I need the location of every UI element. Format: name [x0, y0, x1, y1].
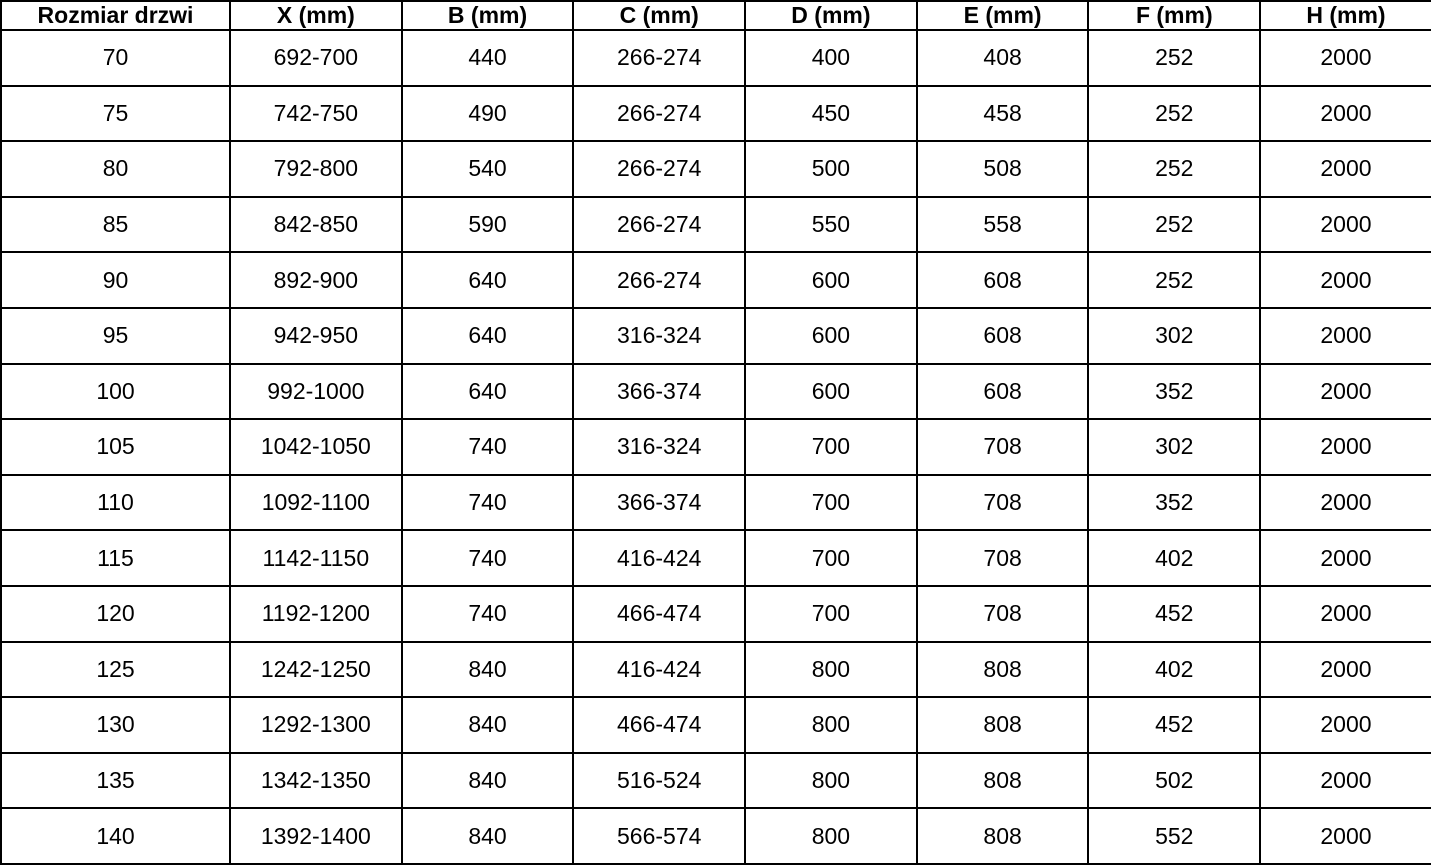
table-cell: 140: [1, 808, 230, 864]
table-cell: 266-274: [573, 30, 745, 86]
table-cell: 840: [402, 697, 574, 753]
table-cell: 2000: [1260, 141, 1431, 197]
table-cell: 466-474: [573, 586, 745, 642]
table-cell: 115: [1, 530, 230, 586]
table-cell: 502: [1088, 753, 1260, 809]
table-cell: 2000: [1260, 697, 1431, 753]
table-cell: 508: [917, 141, 1089, 197]
table-cell: 2000: [1260, 86, 1431, 142]
table-row: [1, 252, 1431, 308]
table-row: [1, 141, 1431, 197]
table-cell: 2000: [1260, 642, 1431, 698]
table-cell: 500: [745, 141, 917, 197]
table-cell: 640: [402, 308, 574, 364]
table-cell: 2000: [1260, 419, 1431, 475]
table-cell: 840: [402, 753, 574, 809]
table-cell: 458: [917, 86, 1089, 142]
table-row: [1, 697, 1431, 753]
table-header: [1, 1, 1431, 30]
table-cell: 402: [1088, 530, 1260, 586]
table-cell: 2000: [1260, 197, 1431, 253]
table-row: [1, 86, 1431, 142]
table-cell: 792-800: [230, 141, 402, 197]
table-cell: 840: [402, 808, 574, 864]
table-cell: 266-274: [573, 252, 745, 308]
table-cell: 416-424: [573, 642, 745, 698]
table-cell: 2000: [1260, 30, 1431, 86]
table-cell: 708: [917, 586, 1089, 642]
table-row: [1, 753, 1431, 809]
table-cell: 590: [402, 197, 574, 253]
table-row: [1, 308, 1431, 364]
table-cell: 2000: [1260, 753, 1431, 809]
table-cell: 566-574: [573, 808, 745, 864]
table-cell: 600: [745, 252, 917, 308]
table-cell: 600: [745, 364, 917, 420]
table-cell: 1242-1250: [230, 642, 402, 698]
table-cell: 558: [917, 197, 1089, 253]
table-cell: 95: [1, 308, 230, 364]
table-cell: 2000: [1260, 475, 1431, 531]
table-cell: 800: [745, 697, 917, 753]
table-cell: 800: [745, 642, 917, 698]
table-cell: 1342-1350: [230, 753, 402, 809]
table-cell: 450: [745, 86, 917, 142]
table-cell: 552: [1088, 808, 1260, 864]
table-cell: 452: [1088, 586, 1260, 642]
column-header: X (mm): [230, 1, 402, 30]
table-cell: 1392-1400: [230, 808, 402, 864]
table-cell: 408: [917, 30, 1089, 86]
column-header: C (mm): [573, 1, 745, 30]
table-cell: 840: [402, 642, 574, 698]
table-cell: 352: [1088, 364, 1260, 420]
table-cell: 252: [1088, 86, 1260, 142]
table-cell: 608: [917, 308, 1089, 364]
table-cell: 2000: [1260, 586, 1431, 642]
table-cell: 608: [917, 252, 1089, 308]
table-cell: 808: [917, 642, 1089, 698]
table-row: [1, 530, 1431, 586]
table-cell: 316-324: [573, 419, 745, 475]
table-cell: 416-424: [573, 530, 745, 586]
table-cell: 316-324: [573, 308, 745, 364]
table-cell: 70: [1, 30, 230, 86]
column-header: E (mm): [917, 1, 1089, 30]
table-cell: 842-850: [230, 197, 402, 253]
table-cell: 516-524: [573, 753, 745, 809]
table-row: [1, 642, 1431, 698]
table-row: [1, 475, 1431, 531]
table-cell: 302: [1088, 308, 1260, 364]
table-cell: 700: [745, 530, 917, 586]
table-cell: 1292-1300: [230, 697, 402, 753]
column-header: Rozmiar drzwi: [1, 1, 230, 30]
table-cell: 700: [745, 419, 917, 475]
table-cell: 110: [1, 475, 230, 531]
table-cell: 808: [917, 697, 1089, 753]
table-cell: 608: [917, 364, 1089, 420]
table-cell: 1142-1150: [230, 530, 402, 586]
table-cell: 742-750: [230, 86, 402, 142]
table-cell: 740: [402, 530, 574, 586]
table-cell: 800: [745, 808, 917, 864]
table-cell: 540: [402, 141, 574, 197]
table-cell: 708: [917, 475, 1089, 531]
table-cell: 252: [1088, 141, 1260, 197]
table-cell: 692-700: [230, 30, 402, 86]
column-header: D (mm): [745, 1, 917, 30]
table-cell: 266-274: [573, 197, 745, 253]
table-cell: 808: [917, 808, 1089, 864]
table-cell: 700: [745, 475, 917, 531]
table-cell: 942-950: [230, 308, 402, 364]
table-row: [1, 30, 1431, 86]
table-cell: 2000: [1260, 808, 1431, 864]
table-cell: 440: [402, 30, 574, 86]
table-cell: 2000: [1260, 364, 1431, 420]
table-cell: 266-274: [573, 141, 745, 197]
table-cell: 992-1000: [230, 364, 402, 420]
table-cell: 135: [1, 753, 230, 809]
table-cell: 252: [1088, 30, 1260, 86]
table-row: [1, 197, 1431, 253]
column-header: H (mm): [1260, 1, 1431, 30]
table-cell: 708: [917, 419, 1089, 475]
table-cell: 740: [402, 586, 574, 642]
header-row: [1, 1, 1431, 30]
table-cell: 892-900: [230, 252, 402, 308]
table-cell: 550: [745, 197, 917, 253]
table-cell: 100: [1, 364, 230, 420]
table-row: [1, 419, 1431, 475]
table-cell: 2000: [1260, 252, 1431, 308]
table-cell: 1042-1050: [230, 419, 402, 475]
table-row: [1, 808, 1431, 864]
table-cell: 452: [1088, 697, 1260, 753]
table-row: [1, 364, 1431, 420]
table-cell: 600: [745, 308, 917, 364]
column-header: B (mm): [402, 1, 574, 30]
table-cell: 252: [1088, 197, 1260, 253]
table-cell: 130: [1, 697, 230, 753]
table-cell: 105: [1, 419, 230, 475]
table-cell: 2000: [1260, 530, 1431, 586]
table-cell: 125: [1, 642, 230, 698]
table-cell: 2000: [1260, 308, 1431, 364]
table-cell: 808: [917, 753, 1089, 809]
table-cell: 75: [1, 86, 230, 142]
table-cell: 466-474: [573, 697, 745, 753]
table-cell: 400: [745, 30, 917, 86]
table-cell: 352: [1088, 475, 1260, 531]
table-row: [1, 586, 1431, 642]
table-cell: 740: [402, 475, 574, 531]
table-cell: 402: [1088, 642, 1260, 698]
table-cell: 90: [1, 252, 230, 308]
table-cell: 700: [745, 586, 917, 642]
table-body: [1, 30, 1431, 864]
column-header: F (mm): [1088, 1, 1260, 30]
table-cell: 266-274: [573, 86, 745, 142]
table-cell: 85: [1, 197, 230, 253]
table-cell: 366-374: [573, 364, 745, 420]
table-cell: 740: [402, 419, 574, 475]
table-cell: 1192-1200: [230, 586, 402, 642]
table-cell: 800: [745, 753, 917, 809]
table-cell: 640: [402, 252, 574, 308]
table-cell: 252: [1088, 252, 1260, 308]
table-cell: 640: [402, 364, 574, 420]
table-cell: 366-374: [573, 475, 745, 531]
table-cell: 490: [402, 86, 574, 142]
table-cell: 708: [917, 530, 1089, 586]
table-cell: 120: [1, 586, 230, 642]
table-cell: 80: [1, 141, 230, 197]
table-cell: 1092-1100: [230, 475, 402, 531]
table-cell: 302: [1088, 419, 1260, 475]
